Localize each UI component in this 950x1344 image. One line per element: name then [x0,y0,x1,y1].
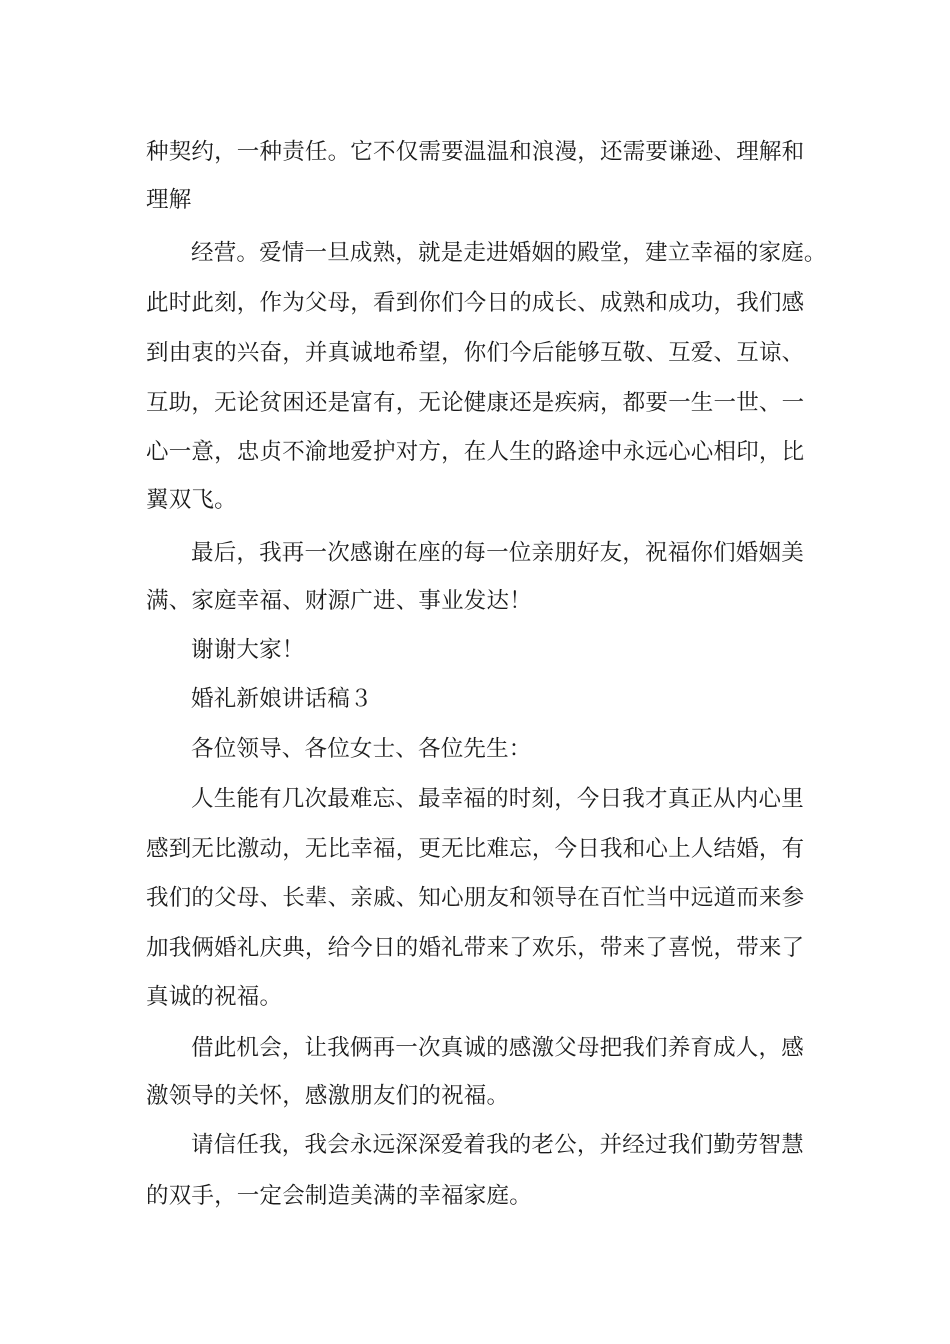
paragraph-line: 真诚的祝福。 [146,984,283,1010]
paragraph-line: 激领导的关怀，感激朋友们的祝福。 [146,1083,510,1109]
paragraph-line: 翼双飞。 [146,487,237,513]
paragraph-line: 请信任我，我会永远深深爱着我的老公，并经过我们勤劳智慧 [191,1132,804,1158]
section-title: 婚礼新娘讲话稿３ [191,686,373,712]
closing-line: 谢谢大家！ [191,637,305,663]
paragraph-line: 感到无比激动，无比幸福，更无比难忘，今日我和心上人结婚，有 [146,836,805,862]
paragraph-line: 人生能有几次最难忘、最幸福的时刻，今日我才真正从内心里 [191,786,804,812]
paragraph-line: 到由衷的兴奋，并真诚地希望，你们今后能够互敬、互爱、互谅、 [146,340,805,366]
paragraph-line: 经营。爱情一旦成熟，就是走进婚姻的殿堂，建立幸福的家庭。 [191,240,827,266]
paragraph-line: 最后，我再一次感谢在座的每一位亲朋好友，祝福你们婚姻美 [191,540,804,566]
paragraph-line: 此时此刻，作为父母，看到你们今日的成长、成熟和成功，我们感 [146,290,805,316]
salutation-line: 各位领导、各位女士、各位先生： [191,736,532,762]
paragraph-line: 种契约，一种责任。它不仅需要温温和浪漫，还需要谦逊、理解和 [146,139,805,165]
paragraph-line: 满、家庭幸福、财源广进、事业发达！ [146,588,532,614]
paragraph-line: 加我俩婚礼庆典，给今日的婚礼带来了欢乐，带来了喜悦，带来了 [146,935,805,961]
paragraph-line: 心一意，忠贞不渝地爱护对方，在人生的路途中永远心心相印，比 [146,439,805,465]
paragraph-line: 互助，无论贫困还是富有，无论健康还是疾病，都要一生一世、一 [146,390,805,416]
paragraph-line: 理解 [146,187,192,213]
paragraph-line: 我们的父母、长辈、亲戚、知心朋友和领导在百忙当中远道而来参 [146,885,805,911]
paragraph-line: 借此机会，让我俩再一次真诚的感激父母把我们养育成人，感 [191,1035,804,1061]
paragraph-line: 的双手，一定会制造美满的幸福家庭。 [146,1183,532,1209]
